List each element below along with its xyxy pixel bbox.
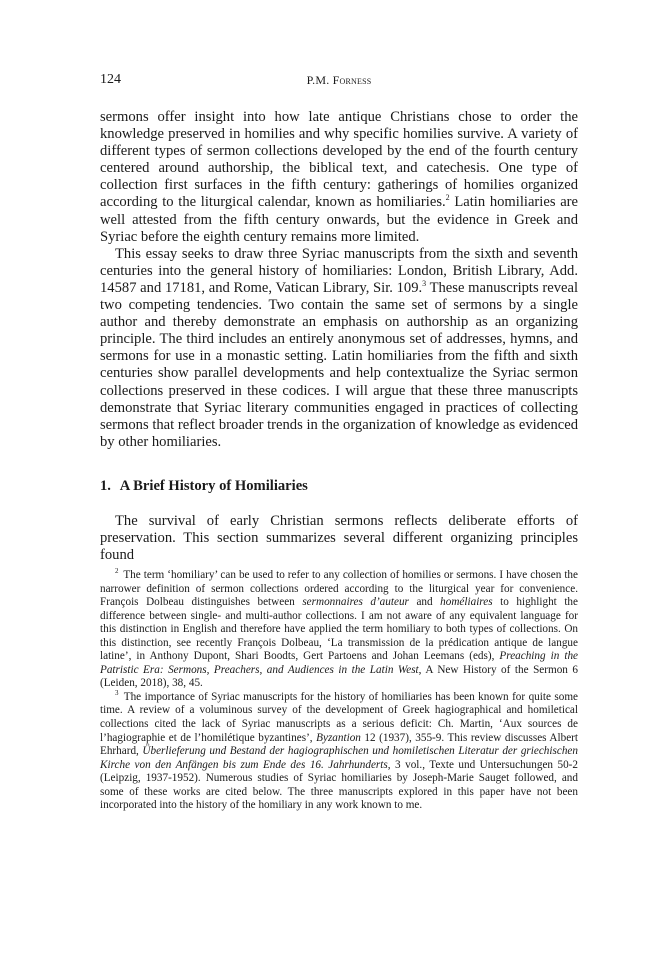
footnote-3-text-a: The importance of Syriac manuscripts for the history of homiliaries has been known for quite some time. A review of a voluminous survey of the development of Greek hagiographical and homiletical collections cited the lack of Syriac manuscripts as a serious deficit: Ch. Martin, ‘Aux sources de l’hagiographie et de l’homilétique byzantines’, [100, 690, 578, 744]
paragraph-2 [100, 246, 578, 451]
section-heading [100, 478, 578, 495]
section-number: 1. [100, 478, 111, 494]
footnote-3 [100, 691, 578, 813]
footnote-2-italic-3: Preaching in the Patristic Era: Sermons, Preachers, and Audiences in the Latin West [100, 650, 578, 676]
footnote-2-number: 2 [115, 567, 119, 576]
footnote-ref-3: 3 [422, 279, 427, 289]
paragraph-1-text-a: sermons offer insight into how late antique Christians chose to order the knowledge preserved in homilies and why specific homilies survive. A variety of different types of sermon collections developed by the end of the fourth century centered around authorship, the biblical text, and catechesis. One type of collection first surfaces in the fifth century: gatherings of homilies organized according to the liturgical calendar, known as homiliaries. [100, 109, 578, 211]
footnote-2-text-d: , A New History of the Sermon 6 (Leiden, 2018), 38, 45. [100, 663, 578, 690]
footnote-ref-2: 2 [445, 193, 450, 203]
section-title: A Brief History of Homiliaries [119, 478, 308, 494]
footnote-2-text-b: and [408, 596, 441, 609]
page-number: 124 [100, 72, 121, 87]
section-paragraph: The survival of early Christian sermons reflects deliberate efforts of preservation. This section summarizes several different organizing principles found [100, 513, 578, 564]
footnote-2-text-c: to highlight the difference between single- and multi-author collections. I am not aware of any equivalent language for this distinction in English and therefore have applied the term homiliary to both types of collections. On this distinction, see recently François Dolbeau, ‘La transmission de la prédication antique de langue latine’, in Anthony Dupont, Shari Boodts, Gert Partoens and Johan Leemans (eds), [100, 596, 578, 663]
paragraph-1 [100, 109, 578, 246]
footnote-3-text-c: , 3 vol., Texte und Untersuchungen 50-2 (Leipzig, 1937-1952). Numerous studies of Syriac homiliaries by Joseph-Marie Sauget followed, and some of these works are cited below. The three manuscripts explored in this paper have not been incorporated into the history of the homiliary in any work known to me. [100, 758, 578, 812]
section-body [100, 513, 578, 564]
paragraph-2-text-b: These manuscripts reveal two competing tendencies. Two contain the same set of sermons by a single author and thereby demonstrate an emphasis on authorship as an organizing principle. The third includes an entirely anonymous set of addresses, hymns, and sermons for use in a monastic setting. Latin homiliaries from the fifth and sixth centuries show parallel developments and help contextualize the Syriac sermon collections preserved in these codices. I will argue that these three manuscripts demonstrate that Syriac literary communities engaged in practices of collecting sermons that reflect broader trends in the organization of knowledge as evidenced by other homiliaries. [100, 279, 578, 450]
running-title: P.M. Forness [306, 73, 372, 87]
footnote-3-italic-2: Überlieferung und Bestand der hagiographischen und homiletischen Literatur der griechischen Kirche von den Anfängen bis zum Ende des 16. Jahrhunderts [100, 745, 578, 771]
footnotes [100, 569, 578, 813]
paragraph-1-text-b: Latin homiliaries are well attested from the fifth century onwards, but the evidence in Greek and Syriac before the eighth century remains more limited. [100, 194, 579, 245]
footnote-2-italic-2: homéliaires [440, 596, 493, 609]
footnote-3-italic-1: Byzantion [316, 731, 361, 744]
footnote-3-text-b: 12 (1937), 355-9. This review discusses Albert Ehrhard, [100, 731, 579, 758]
footnote-3-number: 3 [115, 689, 119, 698]
footnote-2-text-a: The term ‘homiliary’ can be used to refer to any collection of homilies or sermons. I have chosen the narrower definition of sermon collections ordered according to the liturgical year for convenience. François Dolbeau distinguishes between [100, 569, 578, 609]
body-text [100, 109, 578, 451]
paragraph-2-text-a: This essay seeks to draw three Syriac manuscripts from the sixth and seventh centuries into the general history of homiliaries: London, British Library, Add. 14587 and 17181, and Rome, Vatican Library, Sir. 109. [100, 245, 578, 296]
footnote-2 [100, 569, 578, 691]
footnote-2-italic-1: sermonnaires d’auteur [302, 596, 409, 609]
